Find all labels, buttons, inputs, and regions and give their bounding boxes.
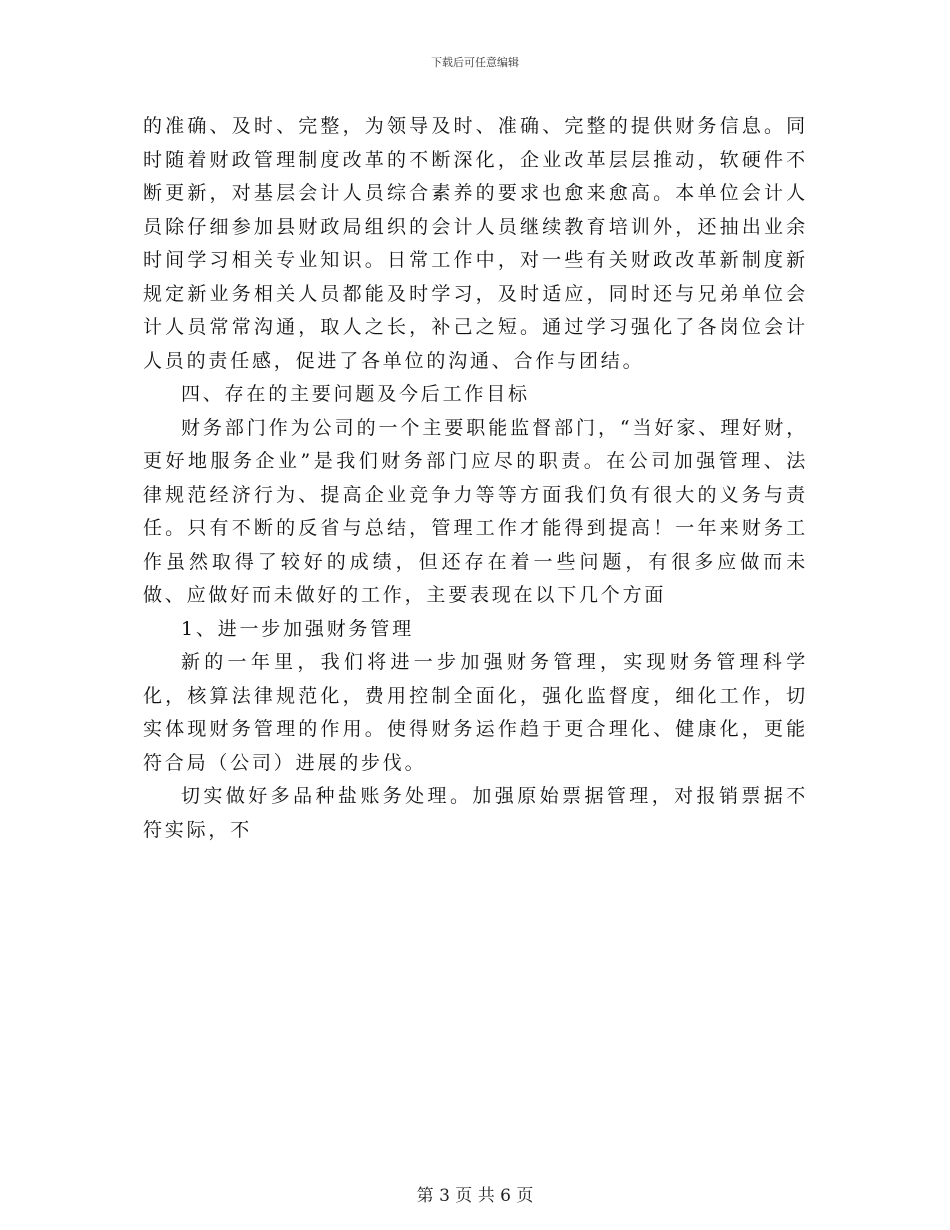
subheading-strengthen-management: 1、进一步加强财务管理 xyxy=(181,617,414,640)
paragraph-new-year: 新的一年里，我们将进一步加强财务管理，实现财务管理科学化，核算法律规范化，费用控制全面化，强化监督度，细化工作，切实体现财务管理的作用。使得财务运作趋于更合理化、健康化，更能符合局（公司）进展的步伐。 xyxy=(143,651,808,774)
section-heading-problems: 四、存在的主要问题及今后工作目标 xyxy=(181,383,530,405)
paragraph-finance-dept: 财务部门作为公司的一个主要职能监督部门，“当好家、理好财，更好地服务企业”是我们财务部门应尽的职责。在公司加强管理、法律规范经济行为、提高企业竞争力等等方面我们负有很大的义务与责任。只有不断的反省与总结，管理工作才能得到提高！一年来财务工作虽然取得了较好的成绩，但还存在着一些问题，有很多应做而未做、应做好而未做好的工作，主要表现在以下几个方面 xyxy=(143,416,808,606)
paragraph-salt-accounts: 切实做好多品种盐账务处理。加强原始票据管理，对报销票据不符实际，不 xyxy=(143,785,808,841)
paragraph-continuation: 的准确、及时、完整，为领导及时、准确、完整的提供财务信息。同时随着财政管理制度改革的不断深化，企业改革层层推动，软硬件不断更新，对基层会计人员综合素养的要求也愈来愈高。本单位会计人员除仔细参加县财政局组织的会计人员继续教育培训外，还抽出业余时间学习相关专业知识。日常工作中，对一些有关财政改革新制度新规定新业务相关人员都能及时学习，及时适应，同时还与兄弟单位会计人员常常沟通，取人之长，补己之短。通过学习强化了各岗位会计人员的责任感，促进了各单位的沟通、合作与团结。 xyxy=(143,115,808,372)
page-header-note: 下载后可任意编辑 xyxy=(431,56,519,69)
document-body xyxy=(143,110,808,847)
page-number: 第 3 页 共 6 页 xyxy=(416,1186,534,1206)
